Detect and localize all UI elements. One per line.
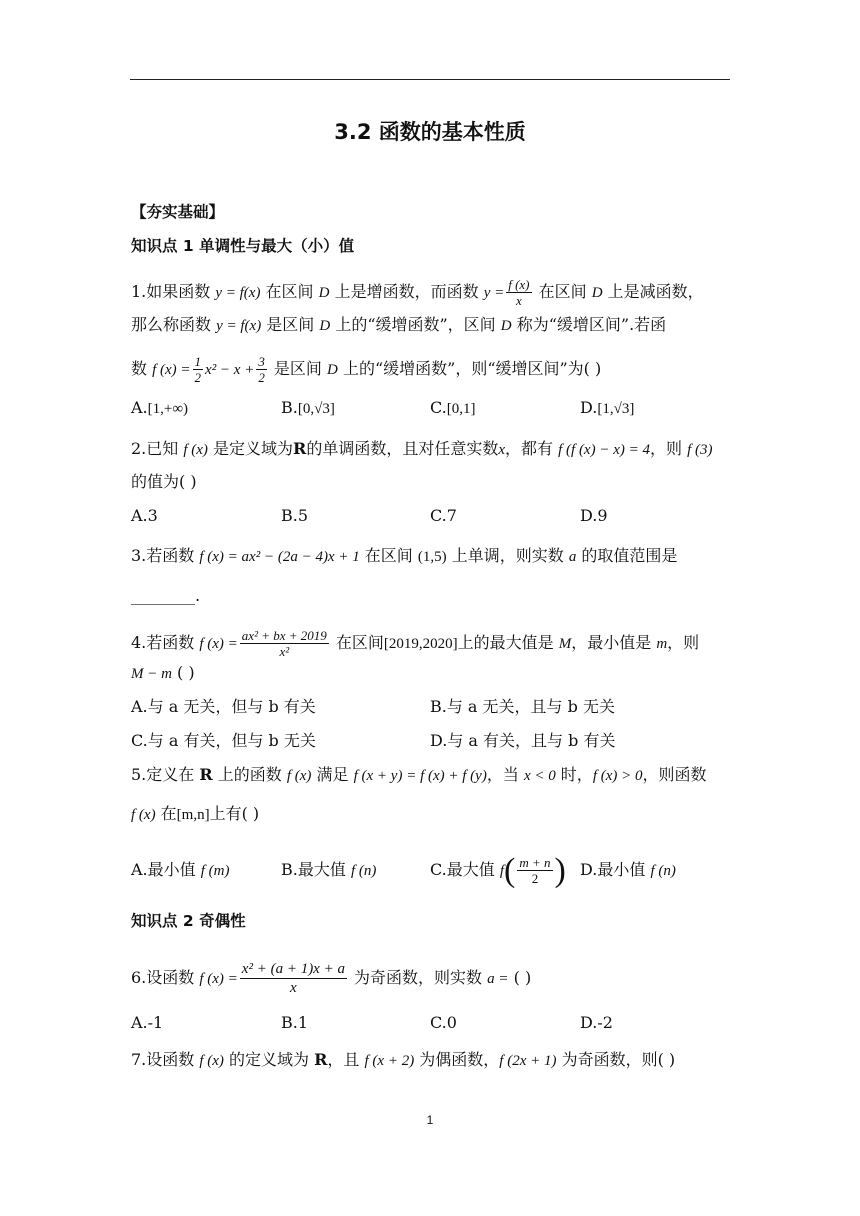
q5-line-2: f (x) 在[m,n]上有( ) <box>131 804 260 823</box>
q1-option-c[interactable]: C.[0,1] <box>430 398 476 417</box>
q2-line-2: 的值为( ) <box>131 472 197 491</box>
q1-option-a[interactable]: A.[1,+∞) <box>131 398 189 417</box>
q1-fraction: $\frac{f (x)}{x}$ <box>508 277 530 308</box>
knowledge-point-2: 知识点 2 奇偶性 <box>131 912 246 930</box>
q2-option-c[interactable]: C.7 <box>430 506 457 525</box>
page-number: 1 <box>426 1113 434 1127</box>
q1-line-1: 1.如果函数 y = f(x) 在区间 D 上是增函数，而函数 y = $\frac{f (x)}{x}$ 在区间 D 上是减函数， <box>131 277 704 308</box>
header-rule <box>130 79 730 80</box>
q5-option-a[interactable]: A.最小值 f (m) <box>131 860 230 879</box>
q3-answer-blank[interactable]: ________. <box>131 586 201 605</box>
q4-option-b[interactable]: B.与 a 无关，且与 b 无关 <box>430 697 615 716</box>
q5-option-b[interactable]: B.最大值 f (n) <box>281 860 377 879</box>
knowledge-point-1: 知识点 1 单调性与最大（小）值 <box>131 237 355 255</box>
q5-line-1: 5.定义在 R 上的函数 f (x) 满足 f (x + y) = f (x) + f (y)，当 x < 0 时，f (x) > 0，则函数 <box>131 765 707 784</box>
q4-option-c[interactable]: C.与 a 有关，但与 b 无关 <box>131 731 316 750</box>
q5-option-d[interactable]: D.最小值 f (n) <box>580 860 676 879</box>
q1-option-b[interactable]: B.[0,√3] <box>281 398 335 417</box>
q4-option-d[interactable]: D.与 a 有关，且与 b 有关 <box>430 731 616 750</box>
q4-fraction: $\frac{\text{ax² + bx + 2019}}{\text{x²}}$ <box>241 628 327 659</box>
q1-line-3: 数 f (x) = $\frac{1}{2}$ x² − x + $\frac{3}{2}$ 是区间 D 上的“缓增函数”，则“缓增区间”为( ) <box>131 354 602 385</box>
q6-option-a[interactable]: A.-1 <box>131 1013 164 1032</box>
q1-line-2: 那么称函数 y = f(x) 是区间 D 上的“缓增函数”，区间 D 称为“缓增区间”.若函 <box>131 315 667 334</box>
q4-line-1: 4.若函数 f (x) = $\frac{\text{ax² + bx + 2019}}{\text{x²}}$ 在区间[2019,2020]上的最大值是 M，最小值是 m，则 <box>131 628 700 659</box>
section-heading: 【夯实基础】 <box>131 203 225 221</box>
q6-option-d[interactable]: D.-2 <box>580 1013 613 1032</box>
q6-fraction: $\frac{\text{x² + (a + 1)x + a}}{x}$ <box>241 961 345 996</box>
q2-line-1: 2.已知 f (x) 是定义域为R的单调函数，且对任意实数x，都有 f (f (x) − x) = 4，则 f (3) <box>131 439 713 458</box>
q2-option-a[interactable]: A.3 <box>131 506 158 525</box>
q6-option-c[interactable]: C.0 <box>430 1013 457 1032</box>
page-title: 3.2 函数的基本性质 <box>334 120 526 144</box>
q2-option-b[interactable]: B.5 <box>281 506 309 525</box>
q4-line-2: M − m ( ) <box>131 663 195 682</box>
q3-line-1: 3.若函数 f (x) = ax² − (2a − 4)x + 1 在区间 (1,5) 上单调，则实数 a 的取值范围是 <box>131 546 678 565</box>
q6-option-b[interactable]: B.1 <box>281 1013 309 1032</box>
q6-line-1: 6.设函数 f (x) = $\frac{\text{x² + (a + 1)x + a}}{x}$ 为奇函数，则实数 a = ( ) <box>131 961 532 996</box>
q1-option-d[interactable]: D.[1,√3] <box>580 398 635 417</box>
q5-option-c[interactable]: C.最大值 f( $\frac{m + n}{2}$ ) <box>430 851 566 889</box>
q2-option-d[interactable]: D.9 <box>580 506 608 525</box>
q7-line-1: 7.设函数 f (x) 的定义域为 R，且 f (x + 2) 为偶函数，f (2x + 1) 为奇函数，则( ) <box>131 1050 676 1069</box>
q4-option-a[interactable]: A.与 a 无关，但与 b 有关 <box>131 697 316 716</box>
